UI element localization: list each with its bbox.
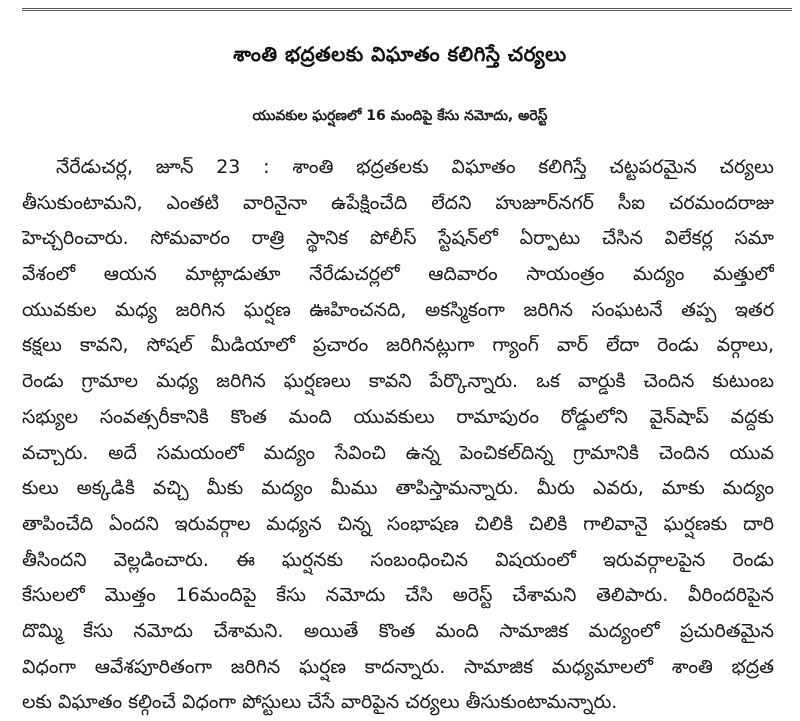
article-body bbox=[22, 150, 774, 721]
subheadline: యువకుల ఘర్షణలో 16 మందిపై కేసు నమోదు, అరెస్ట్ bbox=[252, 108, 548, 124]
body-line: రెండు గ్రామాల మధ్య జరిగిన ఘర్షణలు కావని పేర్కొన్నారు. ఒక వార్డుకి చెందిన కుటుంబ bbox=[22, 370, 774, 393]
body-line: కక్షలు కావని, సోషల్ మీడియాలో ప్రచారం జరిగినట్లుగా గ్యాంగ్ వార్ లేదా రెండు వర్గాలు, bbox=[22, 334, 774, 357]
body-line: దొమ్మి కేసు నమోదు చేశామని. అయితే కొంత మంది సామాజిక మద్యంలో ప్రచురితమైన bbox=[22, 619, 774, 642]
body-line: తీసుకుంటామని, ఎంతటి వారినైనా ఉపేక్షించేది లేదని హుజూర్‌నగర్ సీఐ చరమందరాజు bbox=[22, 191, 774, 214]
body-line: లకు విఘాతం కల్గించే విధంగా పోస్టులు చేసే వారిపైన చర్యలు తీసుకుంటామన్నారు. bbox=[22, 691, 618, 714]
body-line: హెచ్చరించారు. సోమవారం రాత్రి స్థానిక పోలీస్ స్టేషన్‌లో ఏర్పాటు చేసిన విలేకర్ల సమా bbox=[22, 227, 774, 250]
body-line: నేరేడుచర్ల, జూన్ 23 : శాంతి భద్రతలకు విఘాతం కలిగిస్తే చట్టపరమైన చర్యలు bbox=[56, 156, 774, 178]
body-line: విధంగా ఆవేశపూరితంగా జరిగిన ఘర్షణ కాదన్నారు. సామాజిక మధ్యమాలలో శాంతి భద్రత bbox=[22, 655, 774, 678]
body-line: వచ్చారు. అదే సమయంలో మద్యం సేవించి ఉన్న పెంచికల్‌దిన్న గ్రామానికి చెందిన యువ bbox=[22, 441, 774, 464]
body-line: కేసులలో మొత్తం 16మందిపై కేసు నమోదు చేసి అరెస్ట్ చేశామని తెలిపారు. వీరిందరిపైన bbox=[22, 584, 774, 607]
headline: శాంతి భద్రతలకు విఘాతం కలిగిస్తే చర్యలు bbox=[233, 42, 567, 66]
body-line: తీసిందని వెల్లడించారు. ఈ ఘర్షనకు సంబంధించిన విషయంలో ఇరువర్గాలపైన రెండు bbox=[22, 548, 774, 571]
body-line: యువకుల మధ్య జరిగిన ఘర్షణ ఊహించనది, అకస్మికంగా జరిగిన సంఘటనే తప్ప ఇతర bbox=[22, 298, 774, 321]
body-line: వేశంలో ఆయన మాట్లాడుతూ నేరేడుచర్లలో ఆదివారం సాయంత్రం మద్యం మత్తులో bbox=[22, 263, 774, 286]
body-line: తాపించేది ఏందని ఇరువర్గాల మధ్యన చిన్న సంభాషణ చిలికి చిలికి గాలివానై ఘర్షణకు దారి bbox=[22, 512, 774, 535]
body-line: సభ్యుల సంవత్సరీకానికి కొంత మంది యువకులు రామాపురం రోడ్డులోని వైన్‌షాప్ వద్దకు bbox=[22, 405, 774, 428]
top-rule bbox=[22, 8, 792, 11]
body-line: కులు అక్కడికి వచ్చి మీకు మద్యం మీము తాపిస్తామన్నారు. మీరు ఎవరు, మాకు మద్యం bbox=[22, 477, 774, 500]
